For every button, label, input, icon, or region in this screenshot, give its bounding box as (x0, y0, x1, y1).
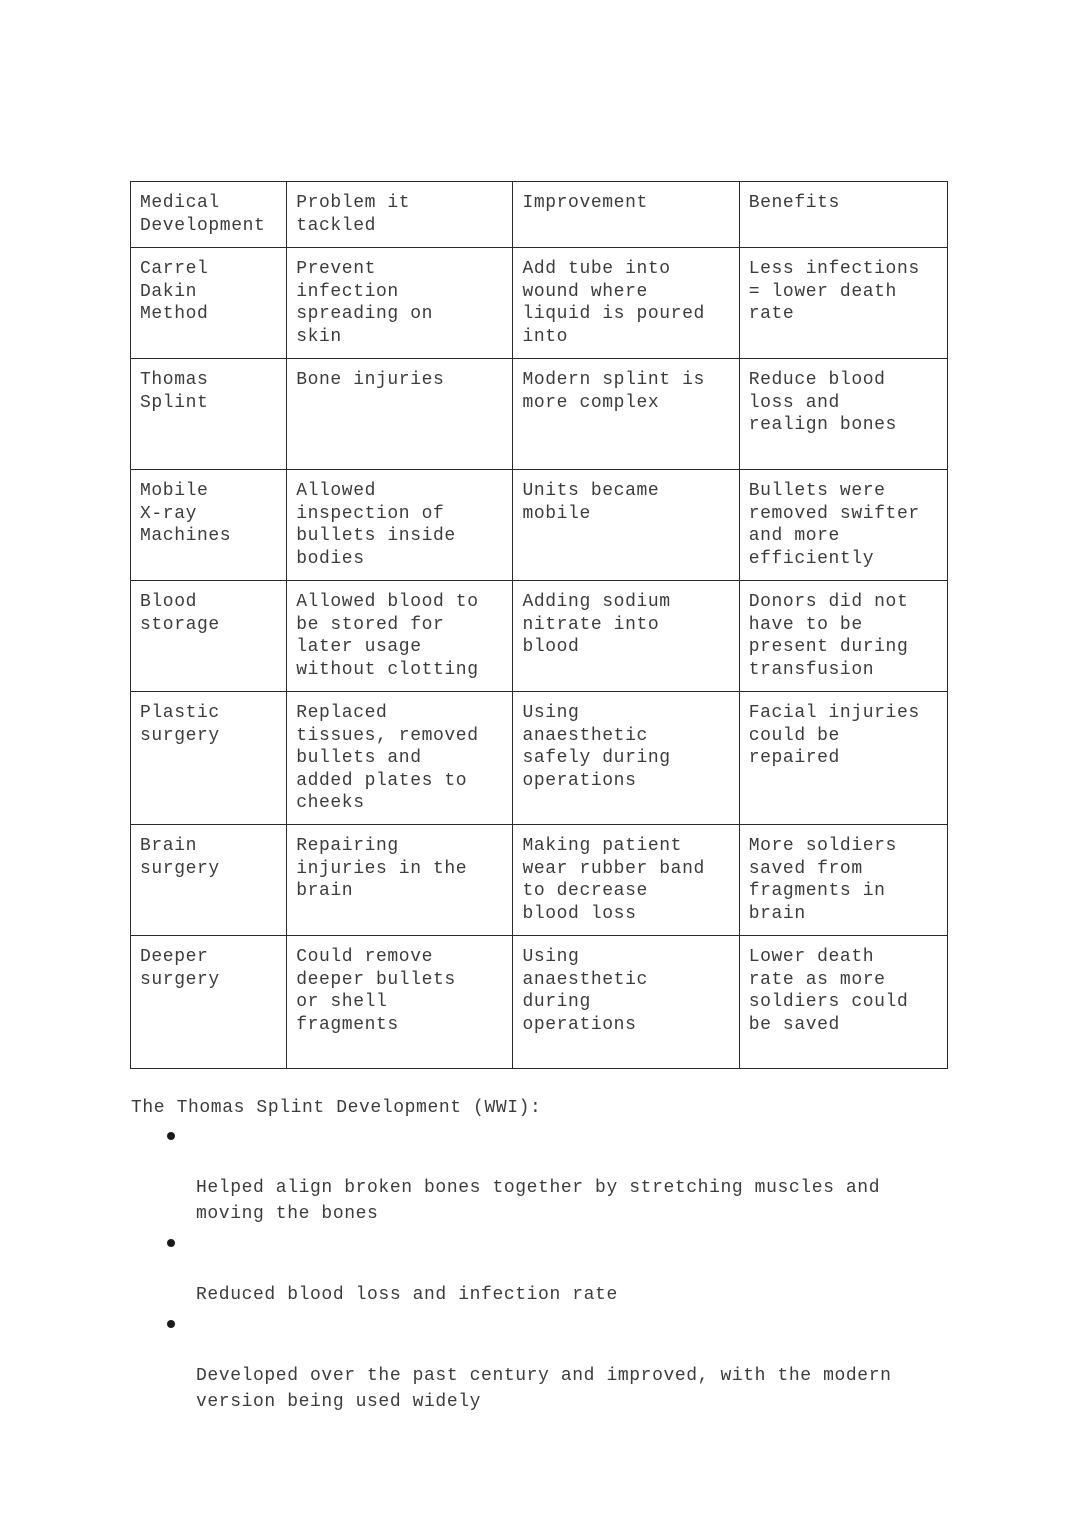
table-cell: Using anaesthetic during operations (513, 936, 739, 1069)
header-cell: Medical Development (131, 182, 287, 248)
table-cell: Donors did not have to be present during transfusion (739, 581, 947, 692)
table-row (131, 470, 948, 581)
list-item-text: Reduced blood loss and infection rate (196, 1285, 618, 1305)
table-cell: Adding sodium nitrate into blood (513, 581, 739, 692)
table-row (131, 692, 948, 825)
table-cell: Mobile X-ray Machines (131, 470, 287, 581)
bullet-icon (167, 1132, 175, 1140)
table-cell: Deeper surgery (131, 936, 287, 1069)
table-cell: Using anaesthetic safely during operations (513, 692, 739, 825)
table-row (131, 248, 948, 359)
table-cell: Could remove deeper bullets or shell fragments (287, 936, 513, 1069)
table-cell: Prevent infection spreading on skin (287, 248, 513, 359)
header-cell: Benefits (739, 182, 947, 248)
table-cell: Bone injuries (287, 359, 513, 470)
table-cell: Lower death rate as more soldiers could be saved (739, 936, 947, 1069)
table-cell: Allowed blood to be stored for later usage without clotting (287, 581, 513, 692)
table-cell: Blood storage (131, 581, 287, 692)
table-cell: Repairing injuries in the brain (287, 825, 513, 936)
medical-developments-table (130, 181, 948, 1069)
list-item (131, 1230, 961, 1308)
header-cell: Improvement (513, 182, 739, 248)
table-cell: Bullets were removed swifter and more efficiently (739, 470, 947, 581)
table-cell: Plastic surgery (131, 692, 287, 825)
table-cell: More soldiers saved from fragments in brain (739, 825, 947, 936)
table-row (131, 581, 948, 692)
header-cell: Problem it tackled (287, 182, 513, 248)
table-cell: Facial injuries could be repaired (739, 692, 947, 825)
bullet-icon (167, 1320, 175, 1328)
table-row (131, 825, 948, 936)
notes-title: The Thomas Splint Development (WWI): (131, 1098, 542, 1118)
table-cell: Allowed inspection of bullets inside bodies (287, 470, 513, 581)
list-item (131, 1123, 961, 1227)
table-cell: Less infections = lower death rate (739, 248, 947, 359)
table-cell: Reduce blood loss and realign bones (739, 359, 947, 470)
table-cell: Thomas Splint (131, 359, 287, 470)
table-cell: Units became mobile (513, 470, 739, 581)
table-cell: Making patient wear rubber band to decrease blood loss (513, 825, 739, 936)
list-item-text: Developed over the past century and improved, with the modern version being used widely (196, 1366, 892, 1412)
table-header-row (131, 182, 948, 248)
table-row (131, 359, 948, 470)
notes-list (131, 1123, 961, 1415)
table-cell: Replaced tissues, removed bullets and added plates to cheeks (287, 692, 513, 825)
table-cell: Modern splint is more complex (513, 359, 739, 470)
table-cell: Carrel Dakin Method (131, 248, 287, 359)
list-item-text: Helped align broken bones together by stretching muscles and moving the bones (196, 1178, 881, 1224)
list-item (131, 1311, 961, 1415)
table-row (131, 936, 948, 1069)
table-cell: Brain surgery (131, 825, 287, 936)
thomas-splint-notes (131, 1095, 961, 1418)
table-cell: Add tube into wound where liquid is poured into (513, 248, 739, 359)
bullet-icon (167, 1239, 175, 1247)
